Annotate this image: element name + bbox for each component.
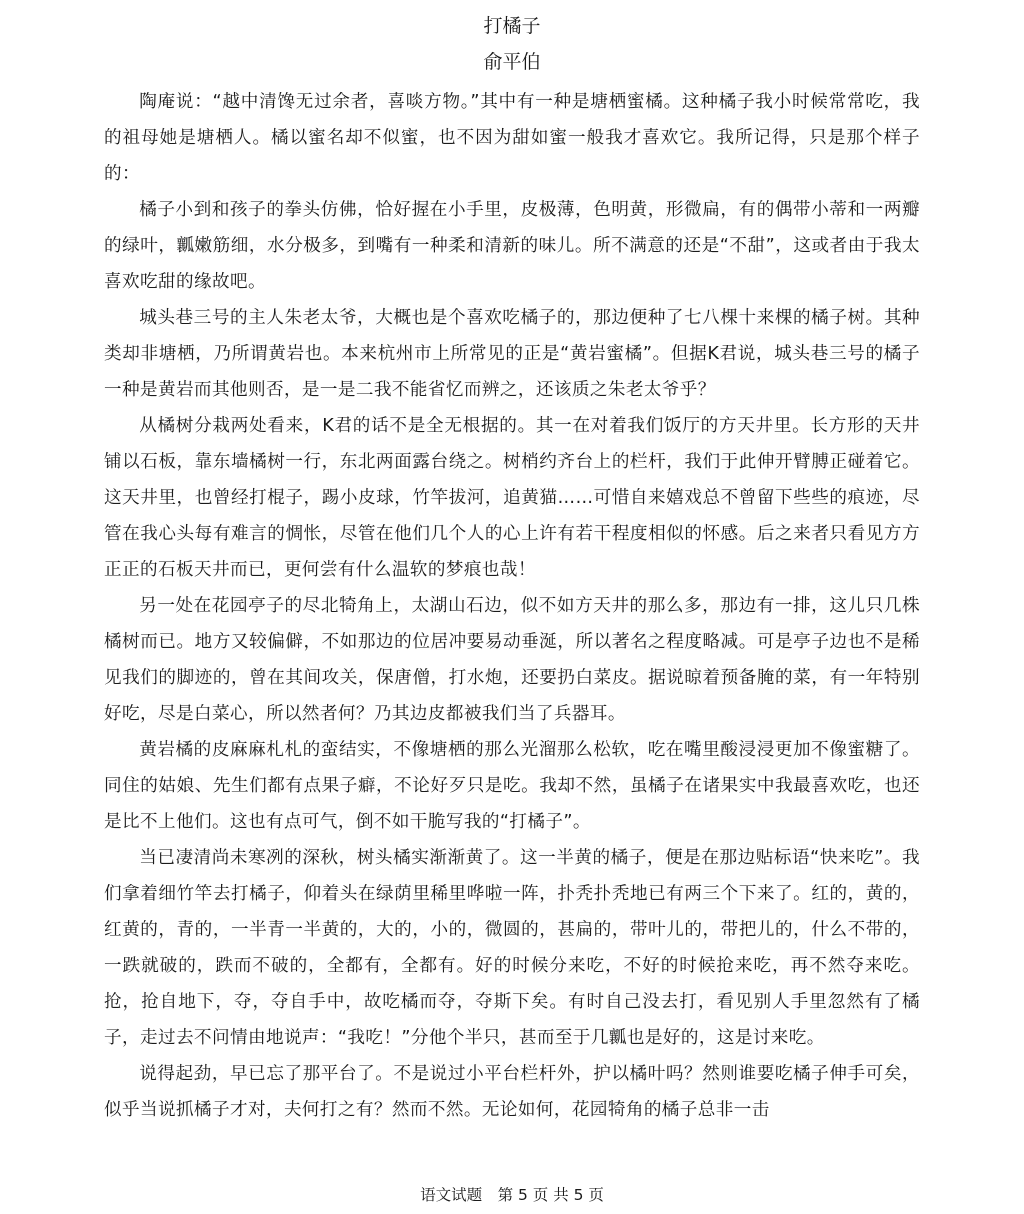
- essay-title: 打橘子: [483, 15, 541, 37]
- paragraph: 陶庵说：“越中清馋无过余者，喜啖方物。”其中有一种是塘栖蜜橘。这种橘子我小时候常常吃，我的祖母她是塘栖人。橘以蜜名却不似蜜，也不因为甜如蜜一般我才喜欢它。我所记得，只是那个样子的：: [104, 92, 920, 184]
- paragraph: 说得起劲，早已忘了那平台了。不是说过小平台栏杆外，护以橘叶吗？然则谁要吃橘子伸手可矣，似乎当说抓橘子才对，夫何打之有？然而不然。无论如何，花园犄角的橘子总非一击: [104, 1064, 920, 1120]
- paragraph: 橘子小到和孩子的拳头仿佛，恰好握在小手里，皮极薄，色明黄，形微扁，有的偶带小蒂和一两瓣的绿叶，瓤嫩筋细，水分极多，到嘴有一种柔和清新的味儿。所不满意的还是“不甜”，这或者由于我太喜欢吃甜的缘故吧。: [104, 200, 920, 292]
- paragraph: 另一处在花园亭子的尽北犄角上，太湖山石边，似不如方天井的那么多，那边有一排，这儿只几株橘树而已。地方又较偏僻，不如那边的位居冲要易动垂涎，所以著名之程度略减。可是亭子边也不是稀见我们的脚迹的，曾在其间攻关，保唐僧，打水炮，还要扔白菜皮。据说晾着预备腌的菜，有一年特别好吃，尽是白菜心，所以然者何？乃其边皮都被我们当了兵器耳。: [104, 596, 920, 724]
- page-footer: 语文试题 第 5 页 共 5 页: [420, 1186, 604, 1204]
- paragraph: 黄岩橘的皮麻麻札札的蛮结实，不像塘栖的那么光溜那么松软，吃在嘴里酸浸浸更加不像蜜糖了。同住的姑娘、先生们都有点果子癖，不论好歹只是吃。我却不然，虽橘子在诸果实中我最喜欢吃，也还是比不上他们。这也有点可气，倒不如干脆写我的“打橘子”。: [104, 740, 920, 832]
- essay-author: 俞平伯: [483, 51, 541, 73]
- paragraph: 当已凄清尚未寒冽的深秋，树头橘实渐渐黄了。这一半黄的橘子，便是在那边贴标语“快来吃”。我们拿着细竹竿去打橘子，仰着头在绿荫里稀里哗啦一阵，扑秃扑秃地已有两三个下来了。红的，黄的，红黄的，青的，一半青一半黄的，大的，小的，微圆的，甚扁的，带叶儿的，带把儿的，什么不带的，一跌就破的，跌而不破的，全都有，全都有。好的时候分来吃，不好的时候抢来吃，再不然夺来吃。抢，抢自地下，夺，夺自手中，故吃橘而夺，夺斯下矣。有时自己没去打，看见别人手里忽然有了橘子，走过去不问情由地说声：“我吃！”分他个半只，甚而至于几瓤也是好的，这是讨来吃。: [104, 848, 920, 1048]
- essay-body: [104, 84, 920, 1128]
- paragraph: 从橘树分栽两处看来，K君的话不是全无根据的。其一在对着我们饭厅的方天井里。长方形的天井铺以石板，靠东墙橘树一行，东北两面露台绕之。树梢约齐台上的栏杆，我们于此伸开臂膊正碰着它。这天井里，也曾经打棍子，踢小皮球，竹竿拔河，追黄猫……可惜自来嬉戏总不曾留下些些的痕迹，尽管在我心头每有难言的惆怅，尽管在他们几个人的心上许有若干程度相似的怀感。后之来者只看见方方正正的石板天井而已，更何尝有什么温软的梦痕也哉！: [104, 416, 920, 580]
- paragraph: 城头巷三号的主人朱老太爷，大概也是个喜欢吃橘子的，那边便种了七八棵十来棵的橘子树。其种类却非塘栖，乃所谓黄岩也。本来杭州市上所常见的正是“黄岩蜜橘”。但据K君说，城头巷三号的橘子一种是黄岩而其他则否，是一是二我不能省忆而辨之，还该质之朱老太爷乎？: [104, 308, 920, 400]
